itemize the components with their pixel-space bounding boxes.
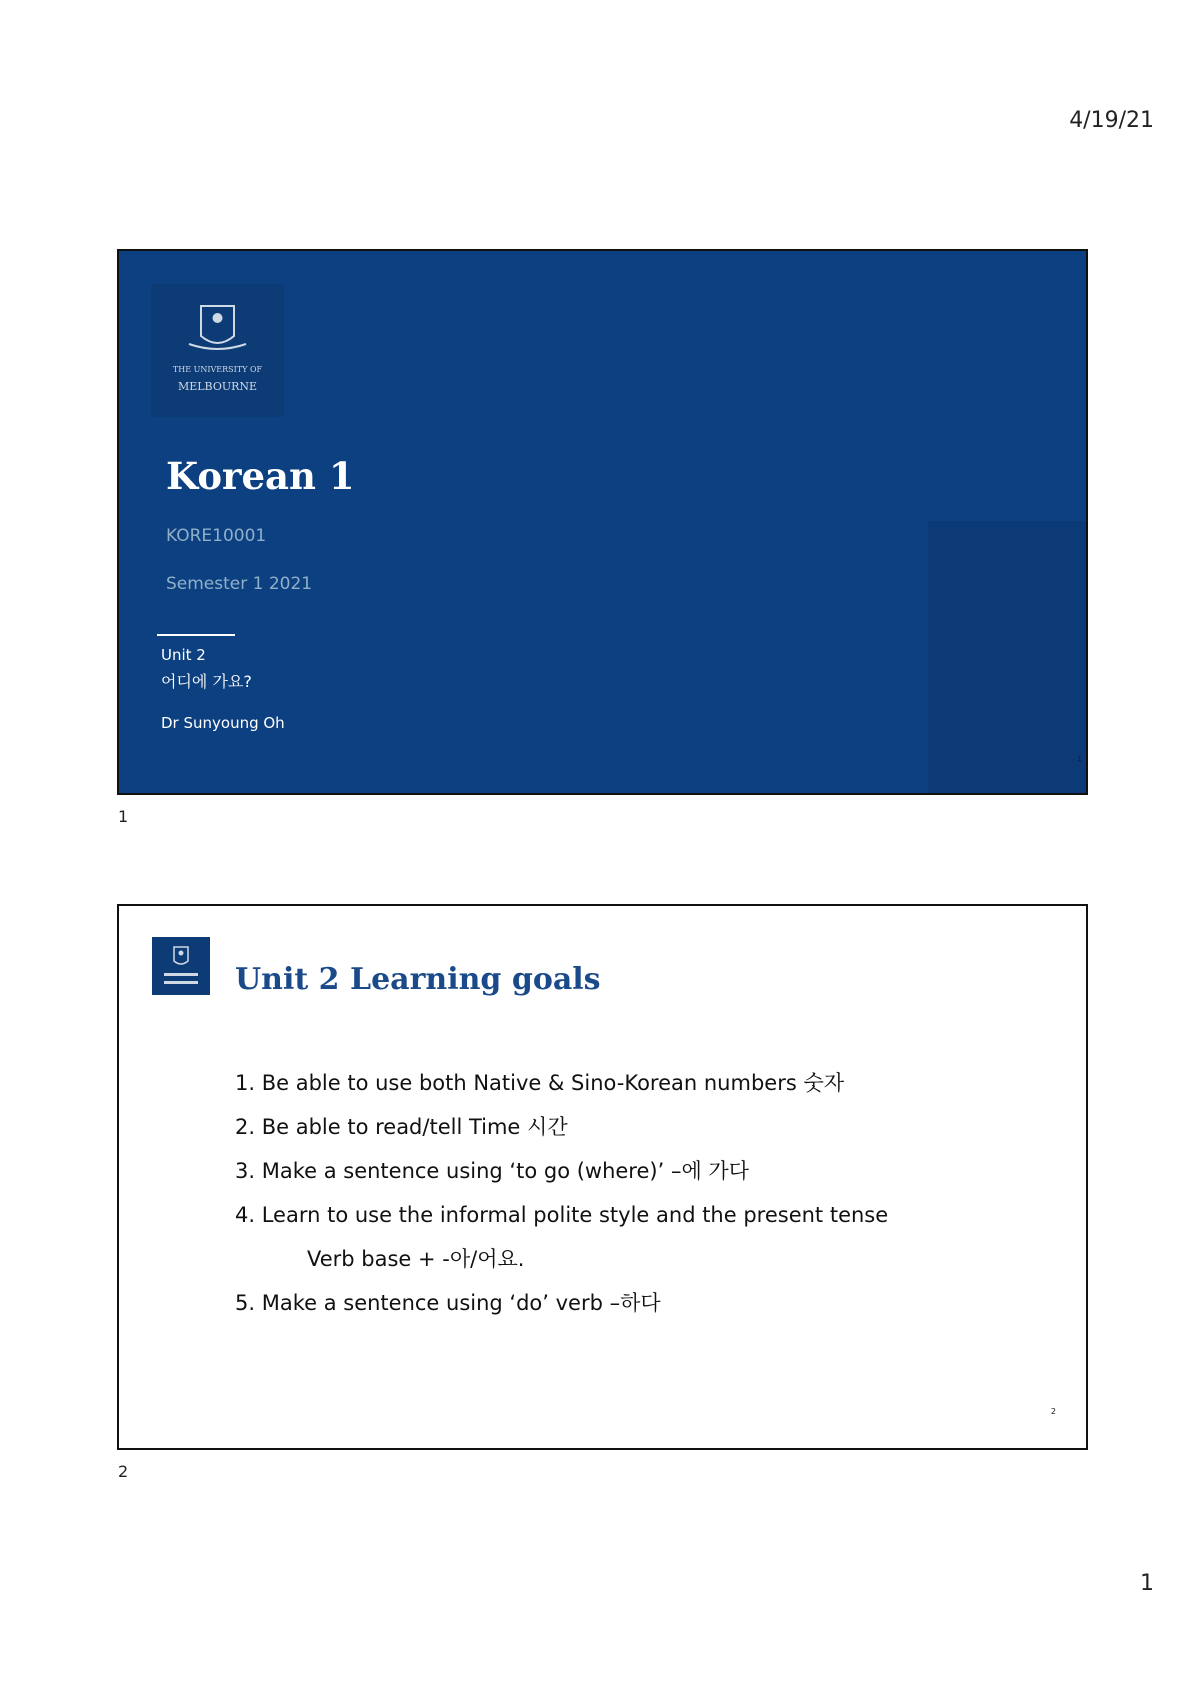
slide-number: 1: [1077, 755, 1082, 763]
university-logo: [151, 284, 284, 417]
slide-title: Unit 2 Learning goals: [235, 962, 601, 997]
unit-label: Unit 2: [161, 646, 206, 664]
divider: [157, 634, 235, 636]
decorative-shade: [928, 521, 1086, 795]
page-date: 4/19/21: [1069, 108, 1154, 133]
goals-list: [235, 1061, 888, 1325]
semester: Semester 1 2021: [166, 574, 313, 594]
logo-line-2: MELBOURNE: [177, 380, 258, 393]
university-logo: [152, 937, 210, 995]
list-item-sub: Verb base + -아/어요.: [307, 1247, 525, 1271]
course-title: Korean 1: [166, 454, 355, 498]
crest-icon: [152, 937, 210, 995]
logo-line-1: THE UNIVERSITY OF: [172, 365, 263, 374]
slide-label: 2: [118, 1462, 129, 1481]
course-code: KORE10001: [166, 526, 267, 546]
list-item: 2. Be able to read/tell Time 시간: [235, 1115, 568, 1139]
list-item: 1. Be able to use both Native & Sino-Korean numbers 숫자: [235, 1071, 845, 1095]
page-number: 1: [1140, 1571, 1154, 1596]
list-item: 4. Learn to use the informal polite style and the present tense: [235, 1203, 889, 1227]
slide-1: [117, 249, 1088, 795]
unit-korean-title: 어디에 가요?: [161, 672, 252, 691]
list-item: 3. Make a sentence using ‘to go (where)’ –에 가다: [235, 1159, 749, 1183]
slide-2: [117, 904, 1088, 1450]
slide-label: 1: [118, 807, 129, 826]
slide-number: 2: [1050, 1407, 1056, 1416]
list-item: 5. Make a sentence using ‘do’ verb –하다: [235, 1291, 661, 1315]
lecturer-name: Dr Sunyoung Oh: [161, 714, 285, 732]
crest-icon: [151, 284, 284, 417]
